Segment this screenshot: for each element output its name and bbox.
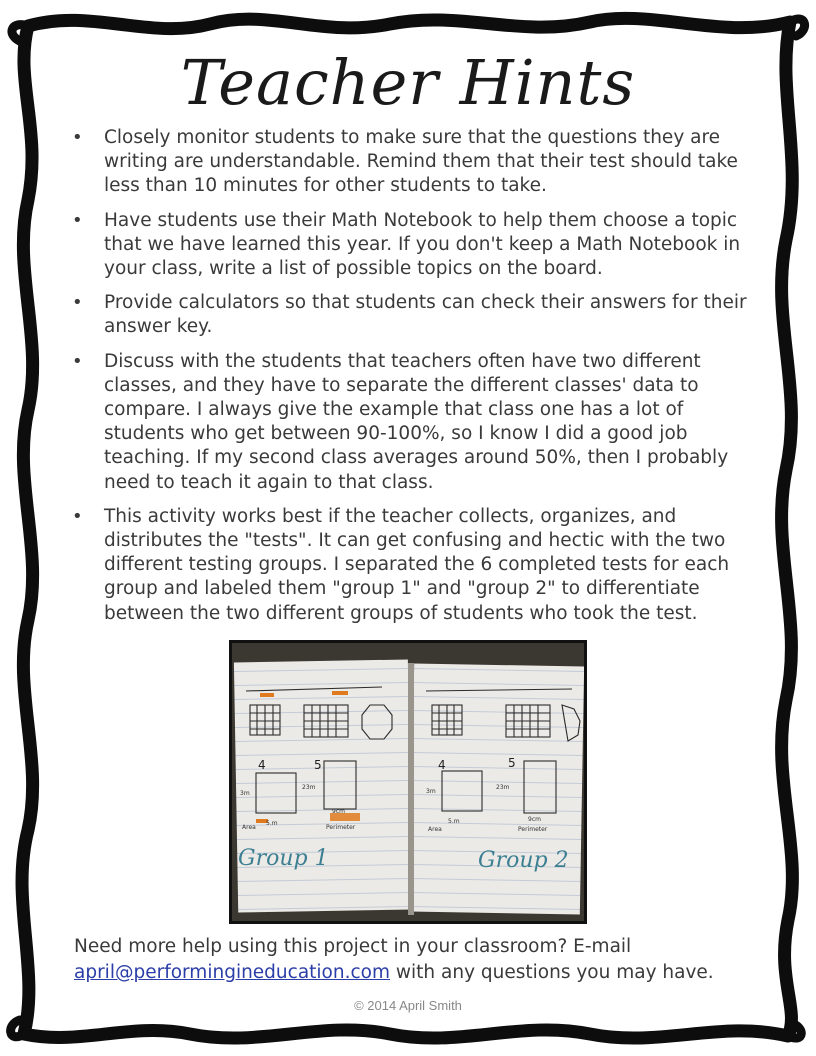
- help-footer: [74, 934, 754, 986]
- hint-text: Have students use their Math Notebook to help them choose a topic that we have learned this year. If you don't keep a Math Notebook in your class, write a list of possible topics on the board.: [104, 209, 741, 280]
- perimeter-label: Perimeter: [326, 824, 356, 831]
- list-item: [66, 291, 756, 339]
- help-line-2: [74, 960, 754, 986]
- area-label: Area: [428, 826, 442, 833]
- hint-text: Discuss with the students that teachers often have two different classes, and they have to separate the different classes' data to compare. I always give the example that class one has a lot of students who get between 90-100%, so I know I did a good job teaching. If my second class averages around 50%, then I probably need to teach it again to that class.: [104, 350, 729, 493]
- dimension-5m: 5.m: [448, 818, 460, 825]
- dimension-5m: 5.m: [266, 820, 278, 827]
- hint-text: This activity works best if the teacher collects, organizes, and distributes the "tests". It can get confusing and hectic with the two different testing groups. I separated the 6 completed tests for each group and labeled them "group 1" and "group 2" to differentiate between the two different groups of students who took the test.: [104, 505, 730, 624]
- question-5-number: 5: [508, 756, 516, 770]
- question-4-number: 4: [438, 758, 446, 772]
- hint-text: Closely monitor students to make sure that the questions they are writing are understandable. Remind them that their test should take less than 10 minutes for other students to take.: [104, 127, 738, 197]
- list-item: [66, 209, 756, 282]
- help-line-2-suffix: with any questions you may have.: [390, 962, 714, 983]
- list-item: [66, 126, 756, 199]
- bullet-icon: •: [72, 292, 83, 314]
- help-line-1: Need more help using this project in your classroom? E-mail: [74, 936, 632, 957]
- question-4-number: 4: [258, 758, 266, 772]
- notebook-photo-illustration: [232, 643, 584, 921]
- list-item: [66, 350, 756, 495]
- dimension-3m: 3m: [426, 788, 436, 795]
- list-item: [66, 505, 756, 626]
- dimension-23m: 23m: [496, 784, 510, 791]
- group-1-label: Group 1: [238, 846, 329, 871]
- dimension-3m: 3m: [240, 790, 250, 797]
- email-link[interactable]: april@performingineducation.com: [74, 962, 390, 983]
- bullet-icon: •: [72, 505, 83, 527]
- copyright-notice: © 2014 April Smith: [354, 998, 462, 1013]
- area-label: Area: [242, 824, 256, 831]
- perimeter-label: Perimeter: [518, 826, 548, 833]
- dimension-23m: 23m: [302, 784, 316, 791]
- bullet-icon: •: [72, 350, 83, 372]
- hint-text: Provide calculators so that students can check their answers for their answer key.: [104, 292, 747, 338]
- notebook-photo: [229, 640, 587, 924]
- bullet-icon: •: [72, 209, 83, 231]
- dimension-9cm: 9cm: [332, 808, 345, 815]
- dimension-9cm: 9cm: [528, 816, 541, 823]
- group-2-label: Group 2: [478, 848, 569, 873]
- bullet-icon: •: [72, 127, 83, 148]
- page-title: Teacher Hints: [180, 46, 636, 119]
- teacher-hints-list: [66, 126, 756, 636]
- question-5-number: 5: [314, 758, 322, 772]
